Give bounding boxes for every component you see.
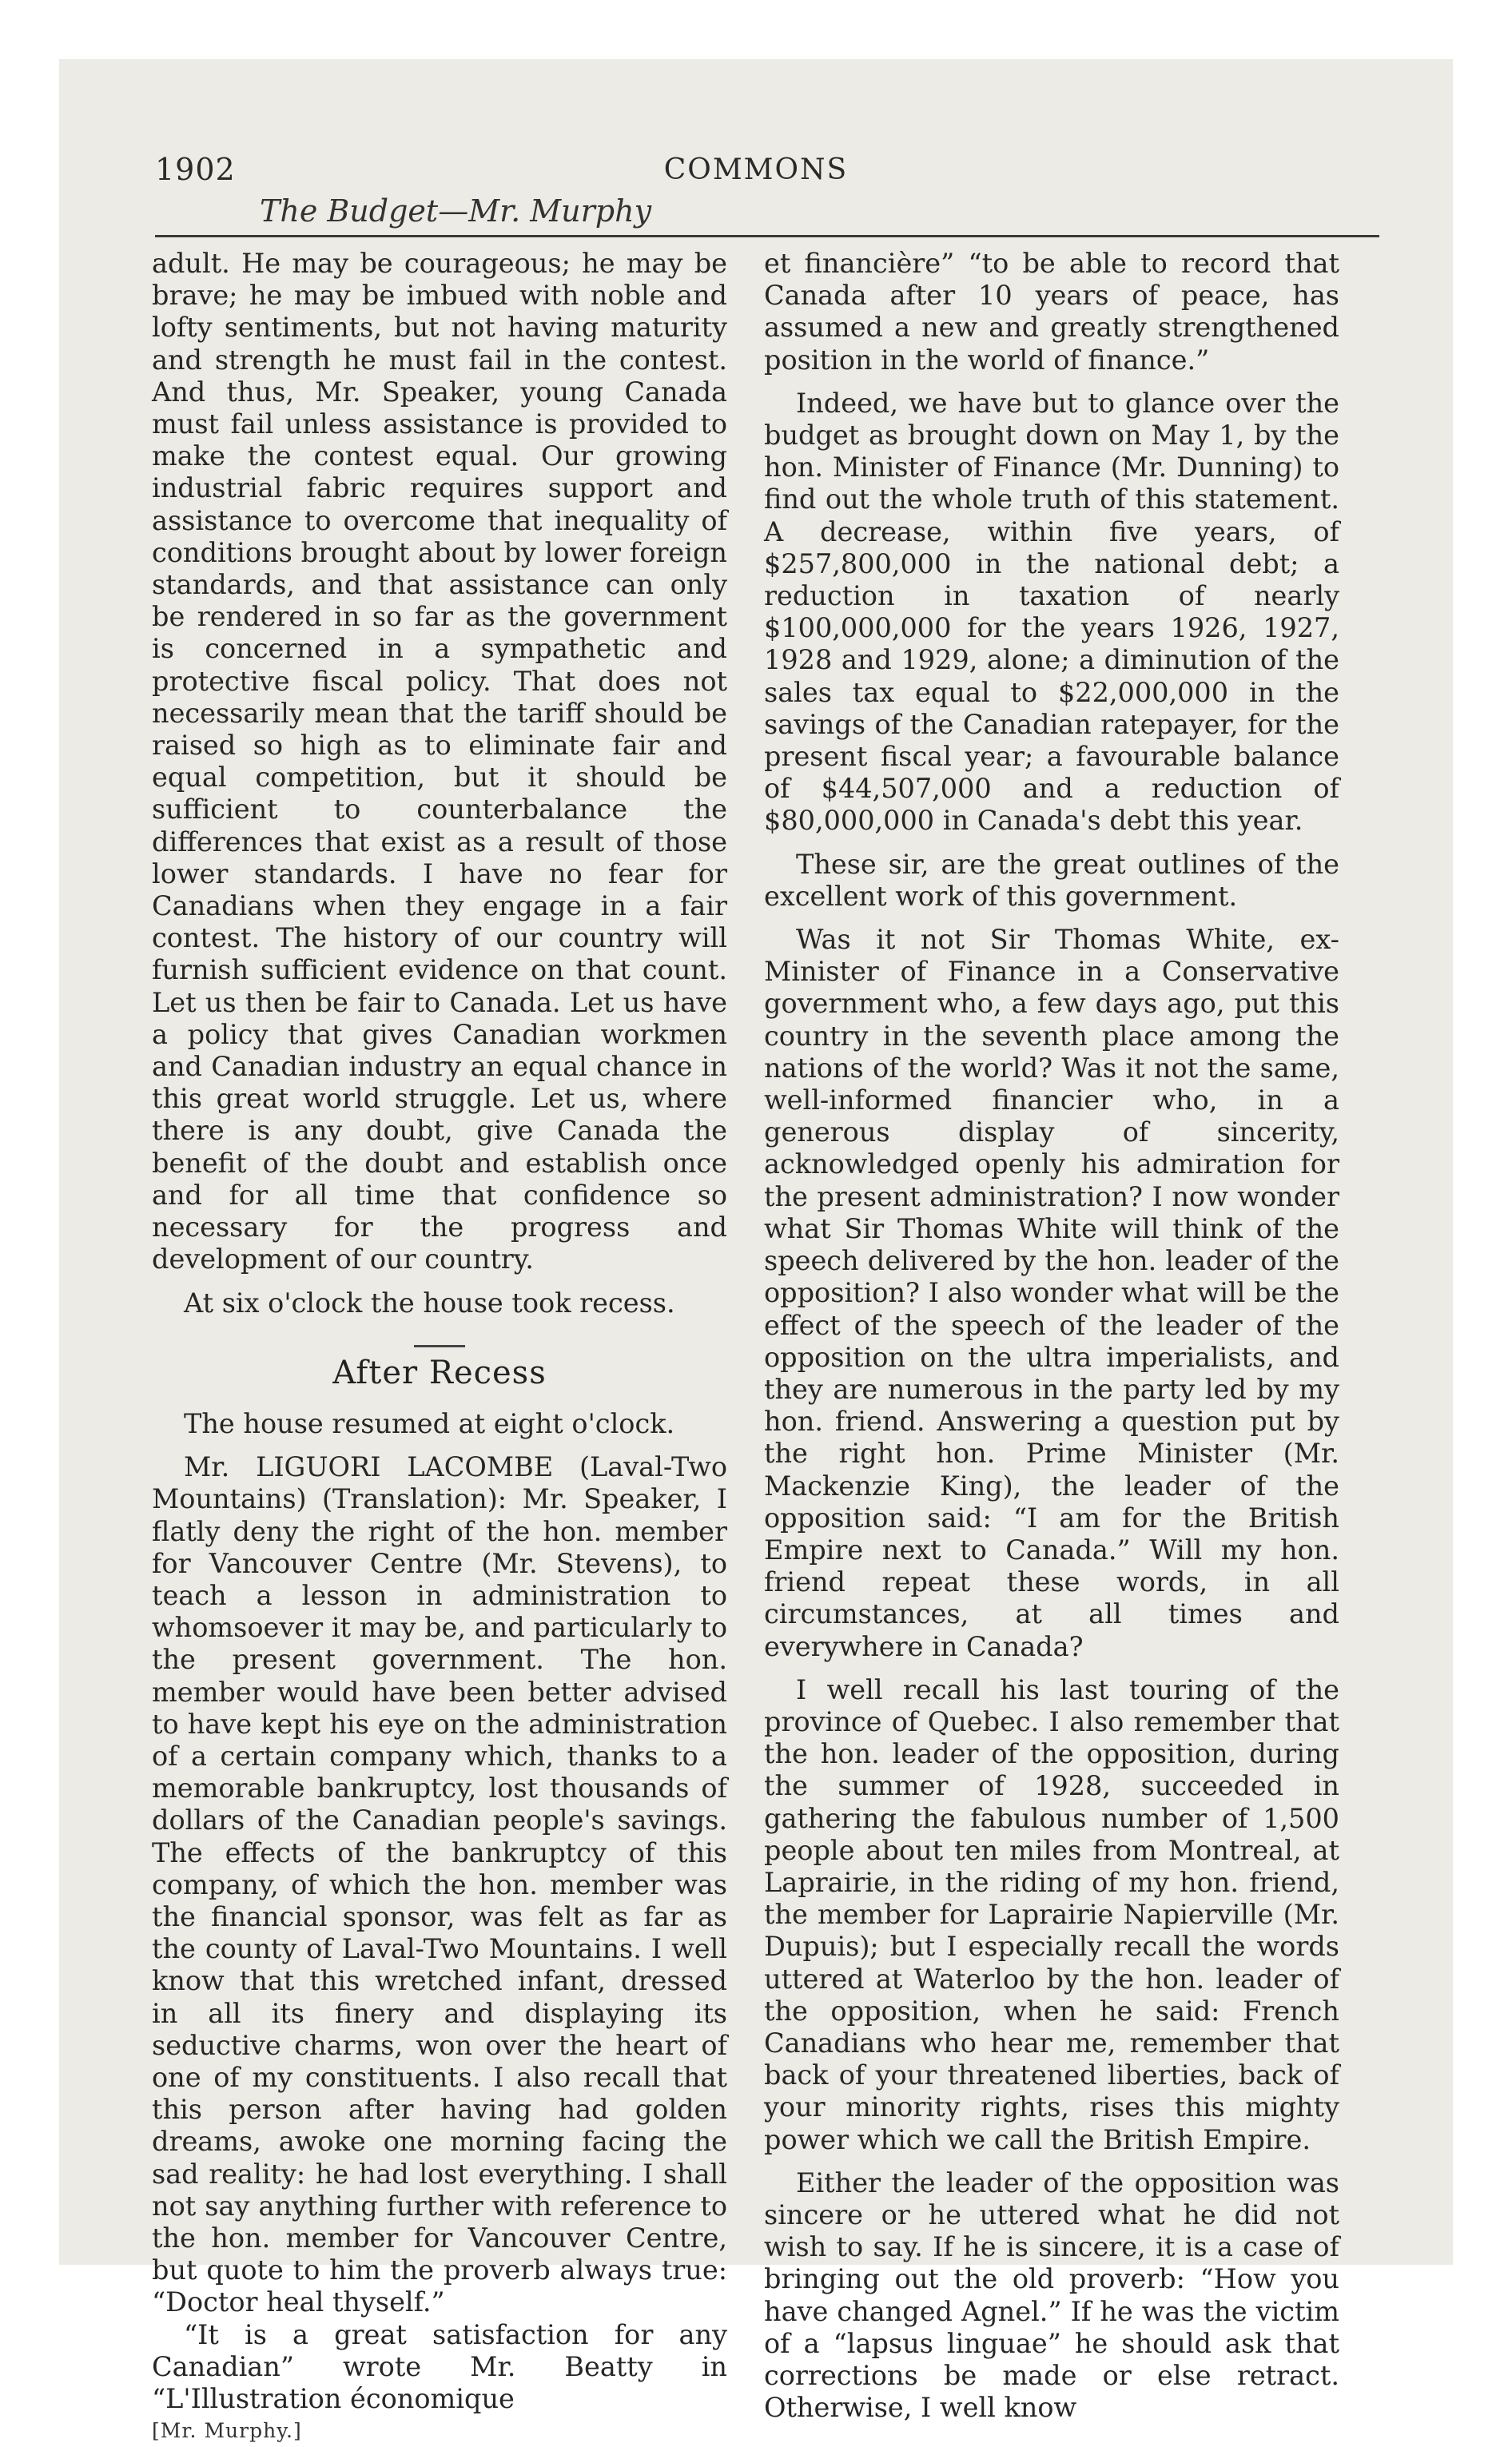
left-column (152, 248, 727, 2447)
paragraph: et financière” “to be able to record that Canada after 10 years of peace, has assumed a new and greatly strengthened position in the world of finance.” (764, 248, 1339, 376)
right-column (764, 248, 1339, 2424)
paragraph-beatty: “It is a great satisfaction for any Canadian” wrote Mr. Beatty in “L'Illustration économique (152, 2318, 727, 2414)
paragraph: These sir, are the great outlines of the excellent work of this government. (764, 848, 1339, 912)
paragraph: I well recall his last touring of the province of Quebec. I also remember that the hon. leader of the opposition, during the summer of 1928, succeeded in gathering the fabulous number of 1,500 people about ten miles from Montreal, at Laprairie, in the riding of my hon. friend, the member for Laprairie Napierville (Mr. Dupuis); but I especially recall the words uttered at Waterloo by the hon. leader of the opposition, when he said: French Canadians who hear me, remember that back of your threatened liberties, back of your minority rights, rises this mighty power which we call the British Empire. (764, 1673, 1339, 2155)
paragraph: Indeed, we have but to glance over the budget as brought down on May 1, by the hon. Minister of Finance (Mr. Dunning) to find out the whole truth of this statement. A decrease, within five years, of $257,800,000 in the national debt; a reduction in taxation of nearly $100,000,000 for the years 1926, 1927, 1928 and 1929, alone; a diminution of the sales tax equal to $22,000,000 in the savings of the Canadian ratepayer, for the present fiscal year; a favourable balance of $44,507,000 and a reduction of $80,000,000 in Canada's debt this year. (764, 387, 1339, 837)
recess-note: At six o'clock the house took recess. (184, 1287, 675, 1319)
paragraph-lacombe: Mr. LIGUORI LACOMBE (Laval-Two Mountains) (Translation): Mr. Speaker, I flatly deny the right of the hon. member for Vancouver Centre (Mr. Stevens), to teach a lesson in administration to whomsoever it may be, and particularly to the present government. The hon. member would have been better advised to have kept his eye on the administration of a certain company which, thanks to a memorable bankruptcy, lost thousands of dollars of the Canadian people's savings. The effects of the bankruptcy of this company, of which the hon. member was the financial sponsor, was felt as far as the county of Laval-Two Mountains. I well know that this wretched infant, dressed in all its finery and displaying its seductive charms, won over the heart of one of my constituents. I also recall that this person after having had golden dreams, awoke one morning facing the sad reality: he had lost everything. I shall not say anything further with reference to the hon. member for Vancouver Centre, but quote to him the proverb always true: “Doctor heal thyself.” (152, 1451, 727, 2318)
section-heading: The Budget—Mr. Murphy (260, 193, 652, 229)
paragraph: adult. He may be courageous; he may be brave; he may be imbued with noble and lofty sentiments, but not having maturity and strength he must fail in the contest. And thus, Mr. Speaker, young Canada must fail unless assistance is provided to make the contest equal. Our growing industrial fabric requires support and assistance to overcome that inequality of conditions brought about by lower foreign standards, and that assistance can only be rendered in so far as the government is concerned in a sympathetic and protective fiscal policy. That does not necessarily mean that the tariff should be raised so high as to eliminate fair and equal competition, but it should be sufficient to counterbalance the differences that exist as a result of those lower standards. I have no fear for Canadians when they engage in a fair contest. The history of our country will furnish sufficient evidence on that count. Let us then be fair to Canada. Let us have a policy that gives Canadian workmen and Canadian industry an equal chance in this great world struggle. Let us, where there is any doubt, give Canada the benefit of the doubt and establish once and for all time that confidence so necessary for the progress and development of our country. (152, 248, 727, 1275)
page-number: 1902 (155, 152, 236, 187)
running-head: COMMONS (663, 153, 849, 186)
subheading-after-recess: After Recess (332, 1354, 547, 1391)
header-rule (155, 235, 1379, 237)
speaker-footer: [Mr. Murphy.] (152, 2419, 302, 2443)
paragraph: Either the leader of the opposition was sincere or he uttered what he did not wish to say. If he is sincere, it is a case of bringing out the old proverb: “How you have changed Agnel.” If he was the victim of a “lapsus linguae” he should ask that corrections be made or else retract. Otherwise, I well know (764, 2166, 1339, 2424)
paragraph: Was it not Sir Thomas White, ex-Minister of Finance in a Conservative government who, a few days ago, put this country in the seventh place among the nations of the world? Was it not the same, well-informed financier who, in a generous display of sincerity, acknowledged openly his admiration for the present administration? I now wonder what Sir Thomas White will think of the speech delivered by the hon. leader of the opposition? I also wonder what will be the effect of the speech of the leader of the opposition on the ultra imperialists, and they are numerous in the party led by my hon. friend. Answering a question put by the right hon. Prime Minister (Mr. Mackenzie King), the leader of the opposition said: “I am for the British Empire next to Canada.” Will my hon. friend repeat these words, in all circumstances, at all times and everywhere in Canada? (764, 924, 1339, 1662)
divider (414, 1345, 465, 1347)
resumed-note: The house resumed at eight o'clock. (184, 1407, 675, 1439)
